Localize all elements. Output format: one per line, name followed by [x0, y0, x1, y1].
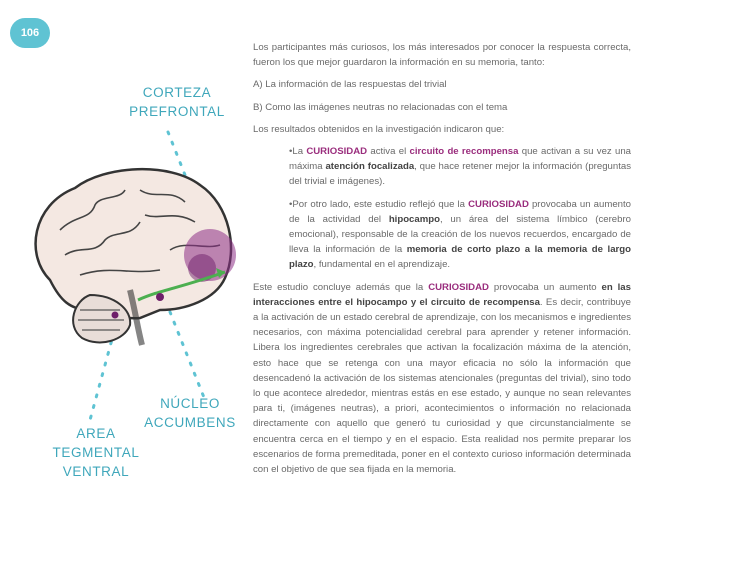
- label-line: ACCUMBENS: [144, 415, 236, 430]
- label-corteza-prefrontal: [125, 83, 229, 121]
- option-b: B) Como las imágenes neutras no relacionadas con el tema: [253, 101, 508, 113]
- label-line: CORTEZA: [142, 85, 212, 100]
- label-nucleo-accumbens: [140, 394, 240, 432]
- label-line: VENTRAL: [62, 464, 130, 479]
- nucleo-dot: [156, 293, 164, 301]
- bullet-paragraph-2: •Por otro lado, este estudio reflejó que la CURIOSIDAD provocaba un aumento de la actividad del hipocampo, un área del sistema límbico (cerebro emocional), responsable de la creación de los nuevos recuerdos, encargado de lleva la información de la memoria de corto plazo a la memoria de largo plazo, fundamental en el aprendizaje.: [289, 198, 631, 271]
- brain-illustration: [20, 160, 240, 350]
- label-line: NÚCLEO: [160, 396, 220, 411]
- option-a: A) La información de las respuestas del trivial: [253, 79, 447, 91]
- label-line: AREA: [76, 426, 116, 441]
- main-text-column: [253, 40, 631, 484]
- page-number: 106: [20, 27, 40, 39]
- area-dot: [112, 312, 119, 319]
- label-line: TEGMENTAL: [52, 445, 140, 460]
- conclusion-paragraph: Este estudio concluye además que la CURIOSIDAD provocaba un aumento en las interacciones entre el hipocampo y el circuito de recompensa. Es decir, contribuye a la activación de un estado cerebral de aprendizaje, con los mecanismos e ingredientes necesarios, con máxima potencialidad cerebral para aprender y retener información. Libera los ingredientes cerebrales que activan la focalización máxima de la atención, esto hace que se retenga con una mayor eficacia no sólo la información que desencadenó la activación de los sistemas atencionales (preguntas del trivial), sino todo lo que acontece alrededor, mientras estás en ese estado, y aunque no sean relevantes para ti, (imágenes neutras), a priori, acontecimientos o información no relacionada directamente con aquello que generó tu curiosidad y que circunstancialmente se encuentra cerca en el tiempo y en el espacio. Esta realidad nos permite preparar los escenarios de forma premeditada, poner en el contexto curioso información determinada con el objetivo de que sea fijada en la memoria.: [253, 281, 631, 476]
- label-area-tegmental-ventral: [46, 424, 146, 481]
- label-line: PREFRONTAL: [129, 104, 225, 119]
- intro-paragraph: Los participantes más curiosos, los más interesados por conocer la respuesta correcta, fueron los que mejor guardaron la información en su memoria, tanto:: [253, 42, 631, 69]
- bullet-paragraph-1: •La CURIOSIDAD activa el circuito de recompensa que activan a su vez una máxima atención focalizada, que hace retener mejor la información (preguntas del trivial e imágenes).: [289, 146, 631, 188]
- results-intro: Los resultados obtenidos en la investigación indicaron que:: [253, 123, 505, 135]
